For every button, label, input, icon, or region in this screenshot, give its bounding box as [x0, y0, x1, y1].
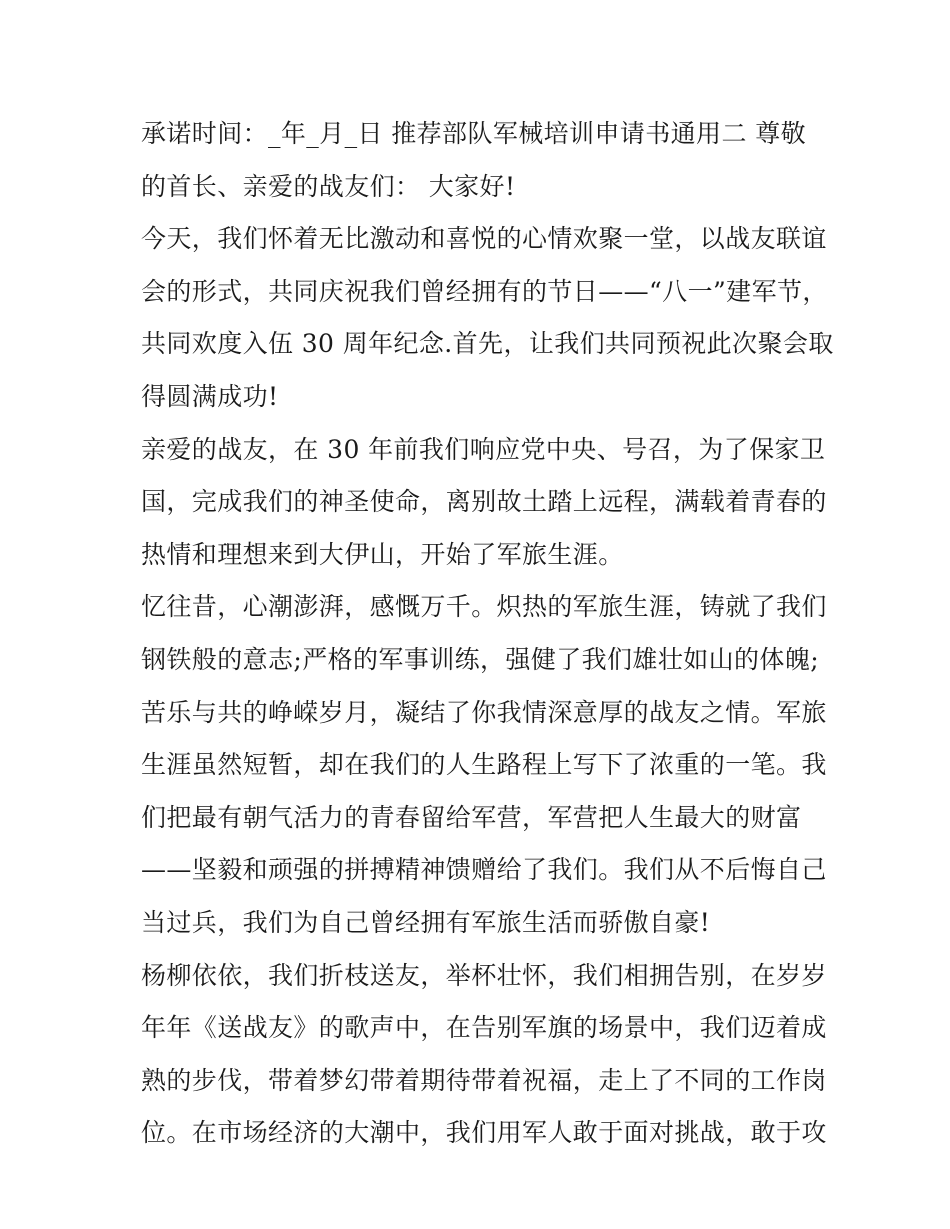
- text-line: 当过兵，我们为自己曾经拥有军旅生活而骄傲自豪!: [141, 907, 711, 937]
- text-line: 国，完成我们的神圣使命，离别故土踏上远程，满载着青春的: [141, 487, 827, 517]
- text-line: 杨柳依依，我们折枝送友，举杯壮怀，我们相拥告别，在岁岁: [141, 960, 827, 990]
- text-line: 熟的步伐，带着梦幻带着期待带着祝福，走上了不同的工作岗: [141, 1065, 827, 1095]
- text-line: 位。在市场经济的大潮中，我们用军人敢于面对挑战，敢于攻: [141, 1118, 827, 1148]
- text-line: 苦乐与共的峥嵘岁月，凝结了你我情深意厚的战友之情。军旅: [141, 697, 827, 727]
- text-line: 年年《送战友》的歌声中，在告别军旗的场景中，我们迈着成: [141, 1013, 827, 1043]
- text-line: 们把最有朝气活力的青春留给军营，军营把人生最大的财富: [141, 802, 802, 832]
- text-line: 得圆满成功!: [141, 381, 279, 411]
- text-line: 共同欢度入伍 30 周年纪念.首先，让我们共同预祝此次聚会取: [141, 329, 834, 359]
- text-line: 的首长、亲爱的战友们： 大家好!: [141, 171, 516, 201]
- text-line: 承诺时间：_年_月_日 推荐部队军械培训申请书通用二 尊敬: [141, 119, 806, 148]
- text-line: 生涯虽然短暂，却在我们的人生路程上写下了浓重的一笔。我: [141, 750, 827, 780]
- text-line: 亲爱的战友，在 30 年前我们响应党中央、号召，为了保家卫: [141, 434, 826, 464]
- text-line: 会的形式，共同庆祝我们曾经拥有的节日——“八一”建军节，: [141, 276, 828, 306]
- document-body: [141, 108, 834, 1160]
- text-line: 钢铁般的意志;严格的军事训练，强健了我们雄壮如山的体魄;: [141, 644, 820, 674]
- text-line: 忆往昔，心潮澎湃，感慨万千。炽热的军旅生涯，铸就了我们: [141, 592, 827, 622]
- text-line: 热情和理想来到大伊山，开始了军旅生涯。: [141, 539, 624, 569]
- text-line: ——坚毅和顽强的拼搏精神馈赠给了我们。我们从不后悔自己: [141, 855, 827, 885]
- text-line: 今天，我们怀着无比激动和喜悦的心情欢聚一堂，以战友联谊: [141, 224, 827, 254]
